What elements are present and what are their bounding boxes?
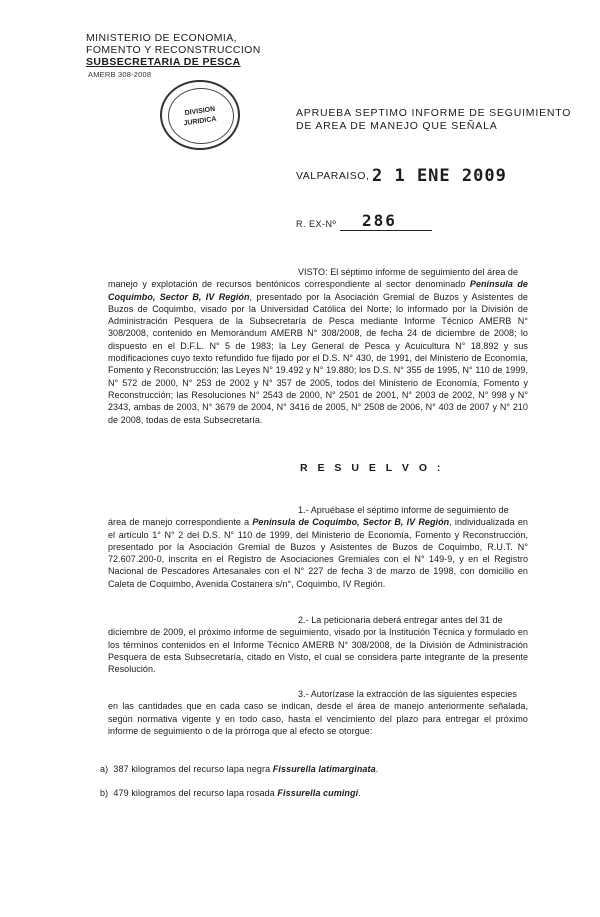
point-2-lead: 2.- La peticionaria deberá entregar antes del 31 de (298, 615, 503, 625)
point-2-section (108, 614, 528, 675)
item-b-end: . (358, 788, 361, 798)
item-b-label: b) (100, 788, 109, 798)
point-1-site: Península de Coquimbo, Sector B, IV Región (252, 517, 450, 528)
point-3-lead: 3.- Autorízase la extracción de las siguientes especies (298, 689, 517, 699)
list-item-a (100, 764, 378, 774)
point-3-body: en las cantidades que en cada caso se indican, desde el área de manejo anteriormente señalada, según normativa vigente y en todo caso, hasta el vencimiento del plazo para entregar el próximo informe de seguimiento o de la prórroga que al efecto se otorgue: (108, 701, 528, 736)
visto-site: Península de Coquimbo, Sector B, IV Región (108, 279, 528, 302)
subject-line-2: DE AREA DE MANEJO QUE SEÑALA (296, 120, 498, 132)
item-a-label: a) (100, 764, 109, 774)
point-1-lead: 1.- Apruébase el séptimo informe de seguimiento de (298, 505, 509, 515)
point-1-section (108, 504, 528, 590)
resolution-label: R. EX-Nº (296, 219, 337, 229)
item-a-species: Fissurella latimarginata (272, 764, 376, 774)
subject-line-1: APRUEBA SEPTIMO INFORME DE SEGUIMIENTO (296, 107, 572, 119)
ministry-line-1: MINISTERIO DE ECONOMIA, (86, 32, 237, 44)
visto-lead: VISTO: El séptimo informe de seguimiento del área de (298, 267, 519, 277)
point-2-body: diciembre de 2009, el próximo informe de seguimiento, visado por la Institución Técnica y formulado en los términos contenidos en el Informe Técnico AMERB N° 308/2008, de la División de Administración Pesquera de esta Subsecretaría, citado en Visto, el cual se considera parte integrante de la presente Resolución. (108, 627, 528, 675)
reference-code: AMERB 308-2008 (88, 70, 152, 79)
visto-body (108, 278, 528, 426)
resolution-number: 286 (362, 211, 397, 230)
list-item-b (100, 788, 361, 798)
resuelvo-heading: R E S U E L V O : (300, 462, 444, 474)
stamp-text-2: JURIDICA (183, 115, 217, 128)
division-juridica-stamp (160, 80, 240, 150)
point-1-body-b: , individualizada en el artículo 1° N° 2 del D.S. N° 110 de 1999, del Ministerio de Economía, Fomento y Reconstrucción, presentado por la Asociación Gremial de Buzos y Asistentes de Buzos de Coquimbo, R.U.T. N° 72.607.200-0, inscrita en el Registro de Asociaciones Gremiales con el N° 149-9, y en el Registro Nacional de Pescadores Artesanales con el N° 227 de fecha 3 de marzo de 1998, con domicilio en Caleta de Coquimbo, Avenida Costanera s/n°, Coquimbo, IV Región. (108, 517, 528, 589)
point-3-section (108, 688, 528, 737)
ministry-line-2: FOMENTO Y RECONSTRUCCION (86, 44, 261, 56)
item-b-species: Fissurella cumingi (277, 788, 359, 798)
point-1-body-a: área de manejo correspondiente a (108, 517, 253, 528)
stamp-text-1: DIVISION (184, 105, 216, 118)
resolution-underline (340, 230, 432, 231)
item-b-text: 479 kilogramos del recurso lapa rosada (113, 788, 278, 798)
date-stamp: 2 1 ENE 2009 (372, 166, 507, 186)
point-1-body (108, 516, 528, 590)
item-a-end: . (375, 764, 379, 774)
place: VALPARAISO, (296, 170, 370, 182)
item-a-text: 387 kilogramos del recurso lapa negra (113, 764, 273, 774)
visto-body-a: manejo y explotación de recursos bentónicos correspondiente al sector denominado (108, 279, 470, 290)
visto-body-b: , presentado por la Asociación Gremial de Buzos y Asistentes de Buzos de Coquimbo, visado por la Universidad Católica del Norte; lo informado por la División de Administración Pesquera de la Subsecretaría de Pesca mediante Informe Técnico AMERB N° 308/2008, contenido en Memorándum AMERB N° 308/2008, de fecha 24 de diciembre de 2008; lo dispuesto en el D.F.L. N° 5 de 1983; la Ley General de Pesca y Acuicultura N° 18.892 y sus modificaciones cuyo texto refundido fue fijado por el D.S. N° 430, de 1991, del Ministerio de Economía, Fomento y Reconstrucción; las Leyes N° 19.492 y N° 19.880; los D.S. N° 355 de 1995, N° 110 de 1999, N° 572 de 2000, N° 253 de 2002 y N° 357 de 2005, todos del Ministerio de Economía, Fomento y Reconstrucción; las Resoluciones N° 2543 de 2000, N° 2501 de 2001, N° 2003 de 2002, N° 998 y N° 2343, ambas de 2003, N° 3679 de 2004, N° 3416 de 2005, N° 2508 de 2006, N° 403 de 2007 y N° 210 de 2008, todas de esta Subsecretaría. (108, 291, 528, 425)
subsecretaria-line: SUBSECRETARIA DE PESCA (86, 56, 241, 68)
visto-section (108, 266, 528, 426)
